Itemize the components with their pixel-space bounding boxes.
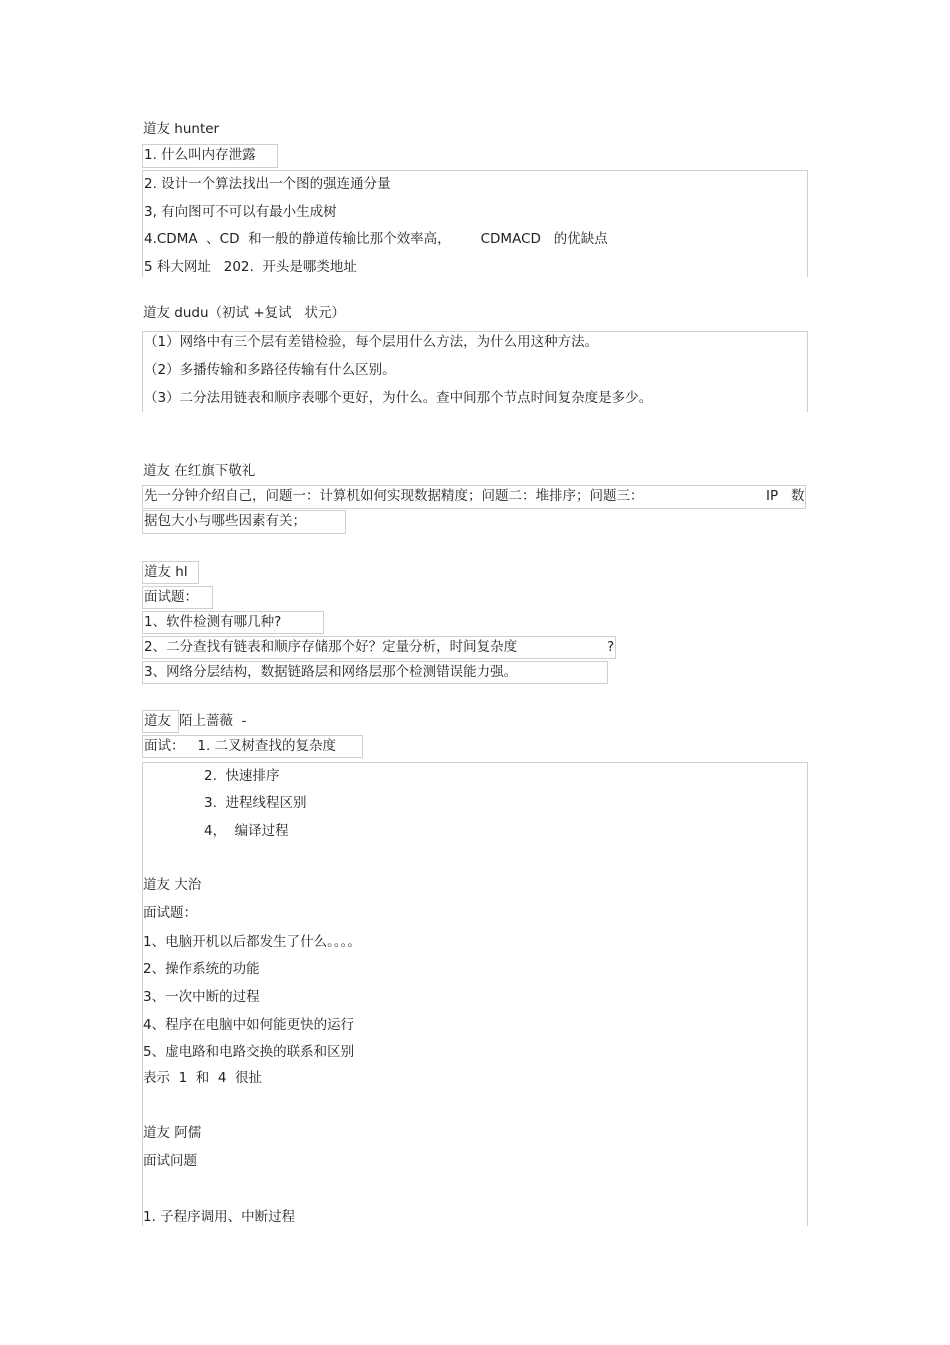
question-mark: ? xyxy=(607,639,615,655)
section-header: 道友 xyxy=(144,713,171,729)
section-header: 道友 在红旗下敬礼 xyxy=(143,463,256,479)
question-line: 4.CDMA 、CD 和一般的静道传输比那个效率高， CDMACD 的优缺点 xyxy=(144,231,608,247)
question-line: （1）网络中有三个层有差错检验，每个层用什么方法，为什么用这种方法。 xyxy=(144,334,599,350)
question-line: 4、程序在电脑中如何能更快的运行 xyxy=(143,1017,355,1033)
section-header: 道友 hunter xyxy=(143,121,220,137)
question-line: 1. 什么叫内存泄露 xyxy=(144,147,256,163)
question-line: 先一分钟介绍自己，问题一：计算机如何实现数据精度；问题二：堆排序；问题三： xyxy=(144,488,644,504)
question-line: 据包大小与哪些因素有关； xyxy=(144,513,306,529)
question-line: 2. 快速排序 xyxy=(204,768,280,784)
question-line: 2、二分查找有链表和顺序存储那个好？定量分析，时间复杂度 xyxy=(144,639,518,655)
question-line: 1、电脑开机以后都发生了什么。。。。 xyxy=(143,934,361,950)
question-line: 1、软件检测有哪几种? xyxy=(144,614,282,630)
question-line: 面试题： xyxy=(143,905,197,921)
question-line: 3、一次中断的过程 xyxy=(143,989,260,1005)
question-line: 5、虚电路和电路交换的联系和区别 xyxy=(143,1044,355,1060)
section-header: 道友 大治 xyxy=(143,877,202,893)
question-line: 2、操作系统的功能 xyxy=(143,961,260,977)
section-header: 道友 阿儒 xyxy=(143,1125,202,1141)
question-line: 1. 子程序调用、中断过程 xyxy=(143,1209,296,1225)
question-line: 表示 1 和 4 很扯 xyxy=(143,1070,263,1086)
question-line: 面试： 1. 二叉树查找的复杂度 xyxy=(144,738,337,754)
question-line: （2）多播传输和多路径传输有什么区别。 xyxy=(144,362,396,378)
question-line-shu: 数 xyxy=(791,488,805,504)
question-line: 3, 有向图可不可以有最小生成树 xyxy=(144,204,337,220)
question-line: 3. 进程线程区别 xyxy=(204,795,307,811)
question-line-ip: IP xyxy=(766,488,779,504)
question-line: 2. 设计一个算法找出一个图的强连通分量 xyxy=(144,176,391,192)
section-header: 陌上蔷薇 - xyxy=(179,713,247,729)
section-header: 道友 dudu（初试 +复试 状元） xyxy=(143,305,346,321)
question-line: 3、网络分层结构，数据链路层和网络层那个检测错误能力强。 xyxy=(144,664,518,680)
question-line: 面试题： xyxy=(144,589,198,605)
section-header: 道友 hl xyxy=(144,564,188,580)
question-line: （3）二分法用链表和顺序表哪个更好，为什么。查中间那个节点时间复杂度是多少。 xyxy=(144,390,653,406)
question-line: 4， 编译过程 xyxy=(204,823,289,839)
question-line: 面试问题 xyxy=(143,1153,197,1169)
question-line: 5 科大网址 202. 开头是哪类地址 xyxy=(144,259,357,275)
